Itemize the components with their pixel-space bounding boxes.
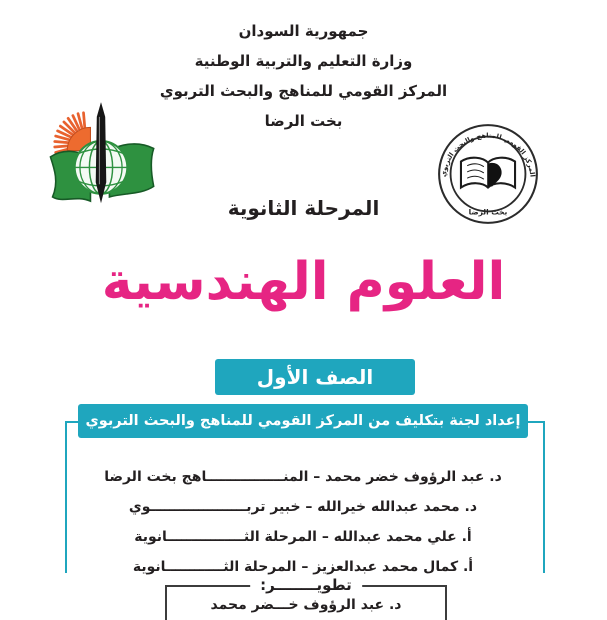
grade-badge: الصف الأول [215, 359, 415, 395]
seal-top-arc-text: المركز القومي للمناهج والبحث التربوي [439, 131, 537, 178]
center-line: المركز القومي للمناهج والبحث التربوي [159, 82, 448, 100]
stage-label: المرحلة الثانوية [227, 196, 380, 220]
committee-member: أ. علي محمد عبدالله – المرحلة الثــــــــــــــــانوية [134, 529, 472, 545]
institute-line: بخت الرضا [264, 112, 343, 130]
ministry-line: وزارة التعليم والتربية الوطنية [194, 52, 413, 70]
committee-member: د. محمد عبدالله خيرالله – خبير تربــــــــــــــــــــوي [128, 499, 478, 515]
committee-heading: إعداد لجنة بتكليف من المركز القومي للمناهج والبحث التربوي من الأساتذة: [78, 404, 528, 438]
committee-member: د. عبد الرؤوف خضر محمد – المنــــــــــــــــاهج بخت الرضا [104, 469, 502, 485]
development-name: د. عبد الرؤوف خـــضر محمد [210, 597, 402, 613]
development-box [165, 576, 447, 620]
development-heading: تطويــــــــر: [250, 576, 362, 594]
committee-member: أ. كمال محمد عبدالعزيز – المرحلة الثــــــــــــانوية [132, 559, 474, 575]
book-title: العلوم الهندسية [101, 252, 506, 312]
seal-bottom-text: بخت الرضا [468, 207, 508, 217]
country-line: جمهورية السودان [238, 22, 369, 40]
committee-members-list [65, 462, 541, 582]
